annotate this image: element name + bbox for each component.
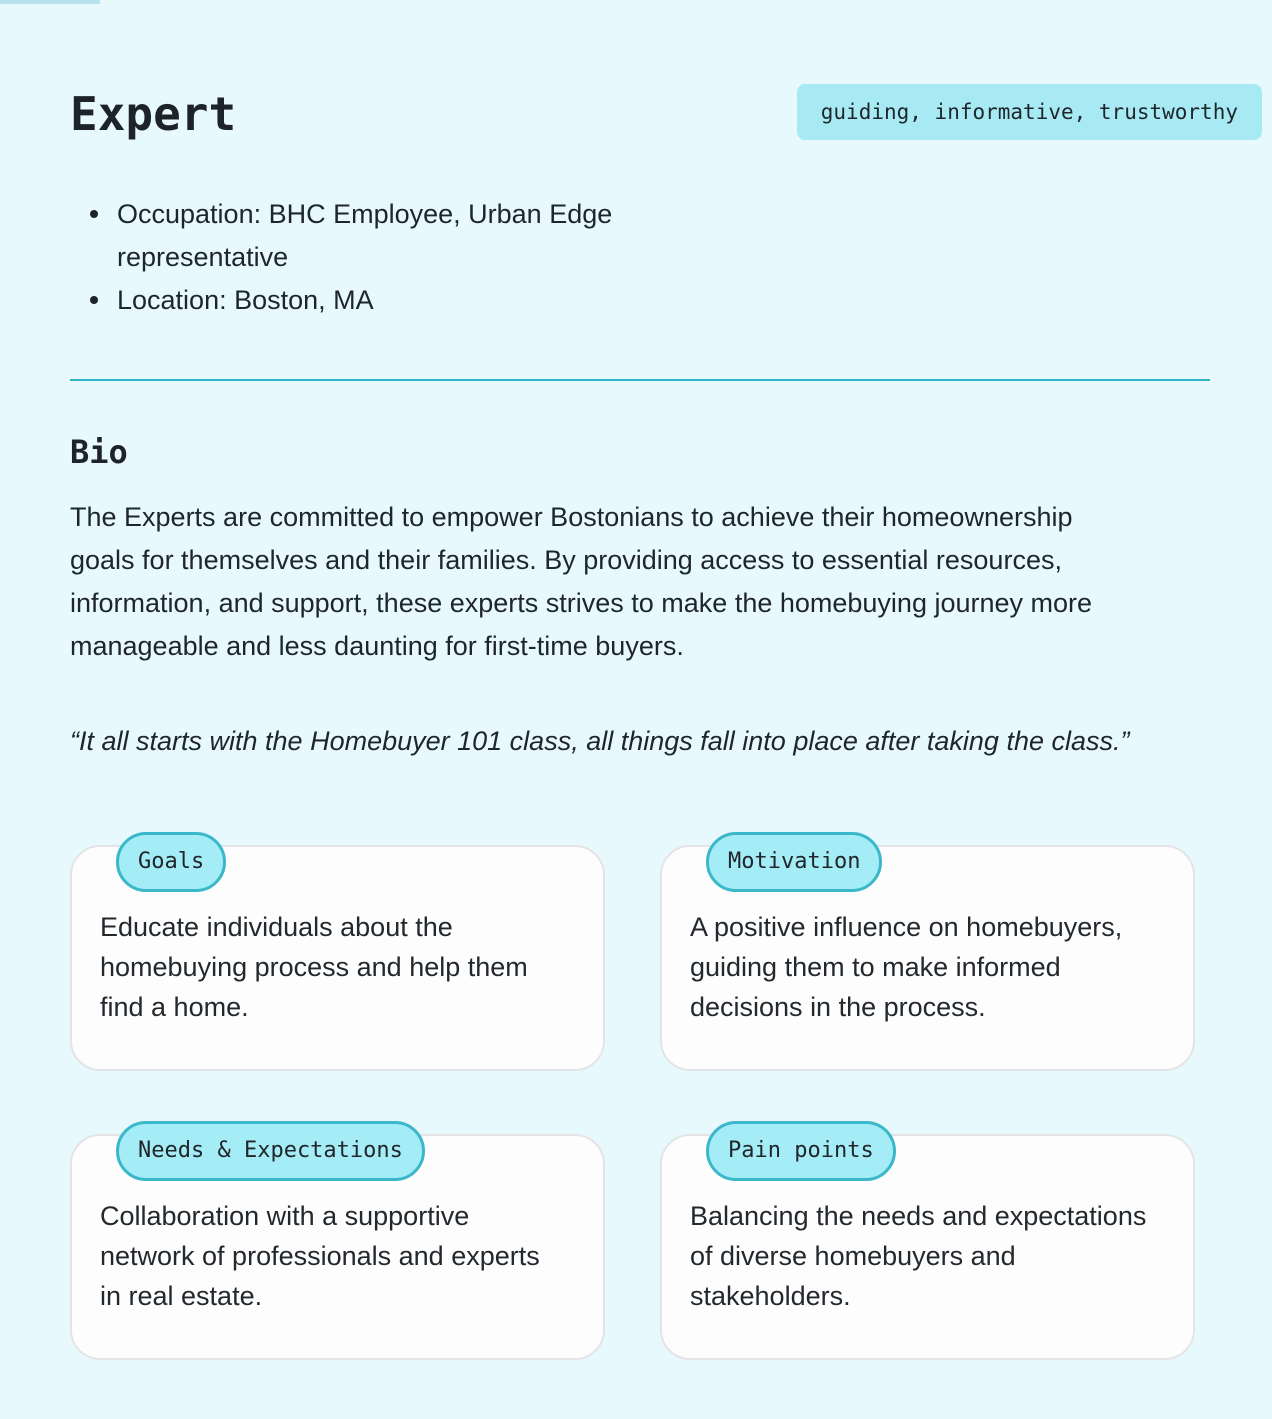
personality-tag: guiding, informative, trustworthy	[797, 84, 1262, 140]
card-pain-points	[660, 1134, 1195, 1360]
top-accent-strip	[0, 0, 100, 4]
page-title: Expert	[70, 87, 237, 141]
card-text-motivation: A positive influence on homebuyers, guiding them to make informed decisions in the process.	[690, 912, 1123, 1022]
persona-cards	[70, 845, 1210, 1360]
section-divider	[70, 379, 1210, 381]
card-badge-needs-expectations: Needs & Expectations	[116, 1121, 425, 1181]
card-motivation	[660, 845, 1195, 1071]
profile-list	[70, 193, 1210, 322]
card-goals	[70, 845, 605, 1071]
card-text-goals: Educate individuals about the homebuying process and help them find a home.	[100, 912, 528, 1022]
card-text-pain-points: Balancing the needs and expectations of diverse homebuyers and stakeholders.	[690, 1201, 1147, 1311]
profile-item-location: Location: Boston, MA	[90, 279, 650, 322]
card-text-needs-expectations: Collaboration with a supportive network of professionals and experts in real estate.	[100, 1201, 540, 1311]
profile-item-occupation: Occupation: BHC Employee, Urban Edge representative	[90, 193, 650, 279]
card-needs-expectations	[70, 1134, 605, 1360]
bio-quote: “It all starts with the Homebuyer 101 class, all things fall into place after taking the class.”	[70, 726, 1130, 756]
bio-heading: Bio	[70, 433, 128, 471]
card-badge-goals: Goals	[116, 832, 226, 892]
persona-sheet	[70, 0, 1210, 1360]
card-badge-motivation: Motivation	[706, 832, 882, 892]
card-badge-pain-points: Pain points	[706, 1121, 896, 1181]
bio-text: The Experts are committed to empower Bostonians to achieve their homeownership goals for themselves and their families. By providing access to essential resources, information, and support, these experts strives to make the homebuying journey more manageable and less daunting for first-time buyers.	[70, 502, 1093, 661]
